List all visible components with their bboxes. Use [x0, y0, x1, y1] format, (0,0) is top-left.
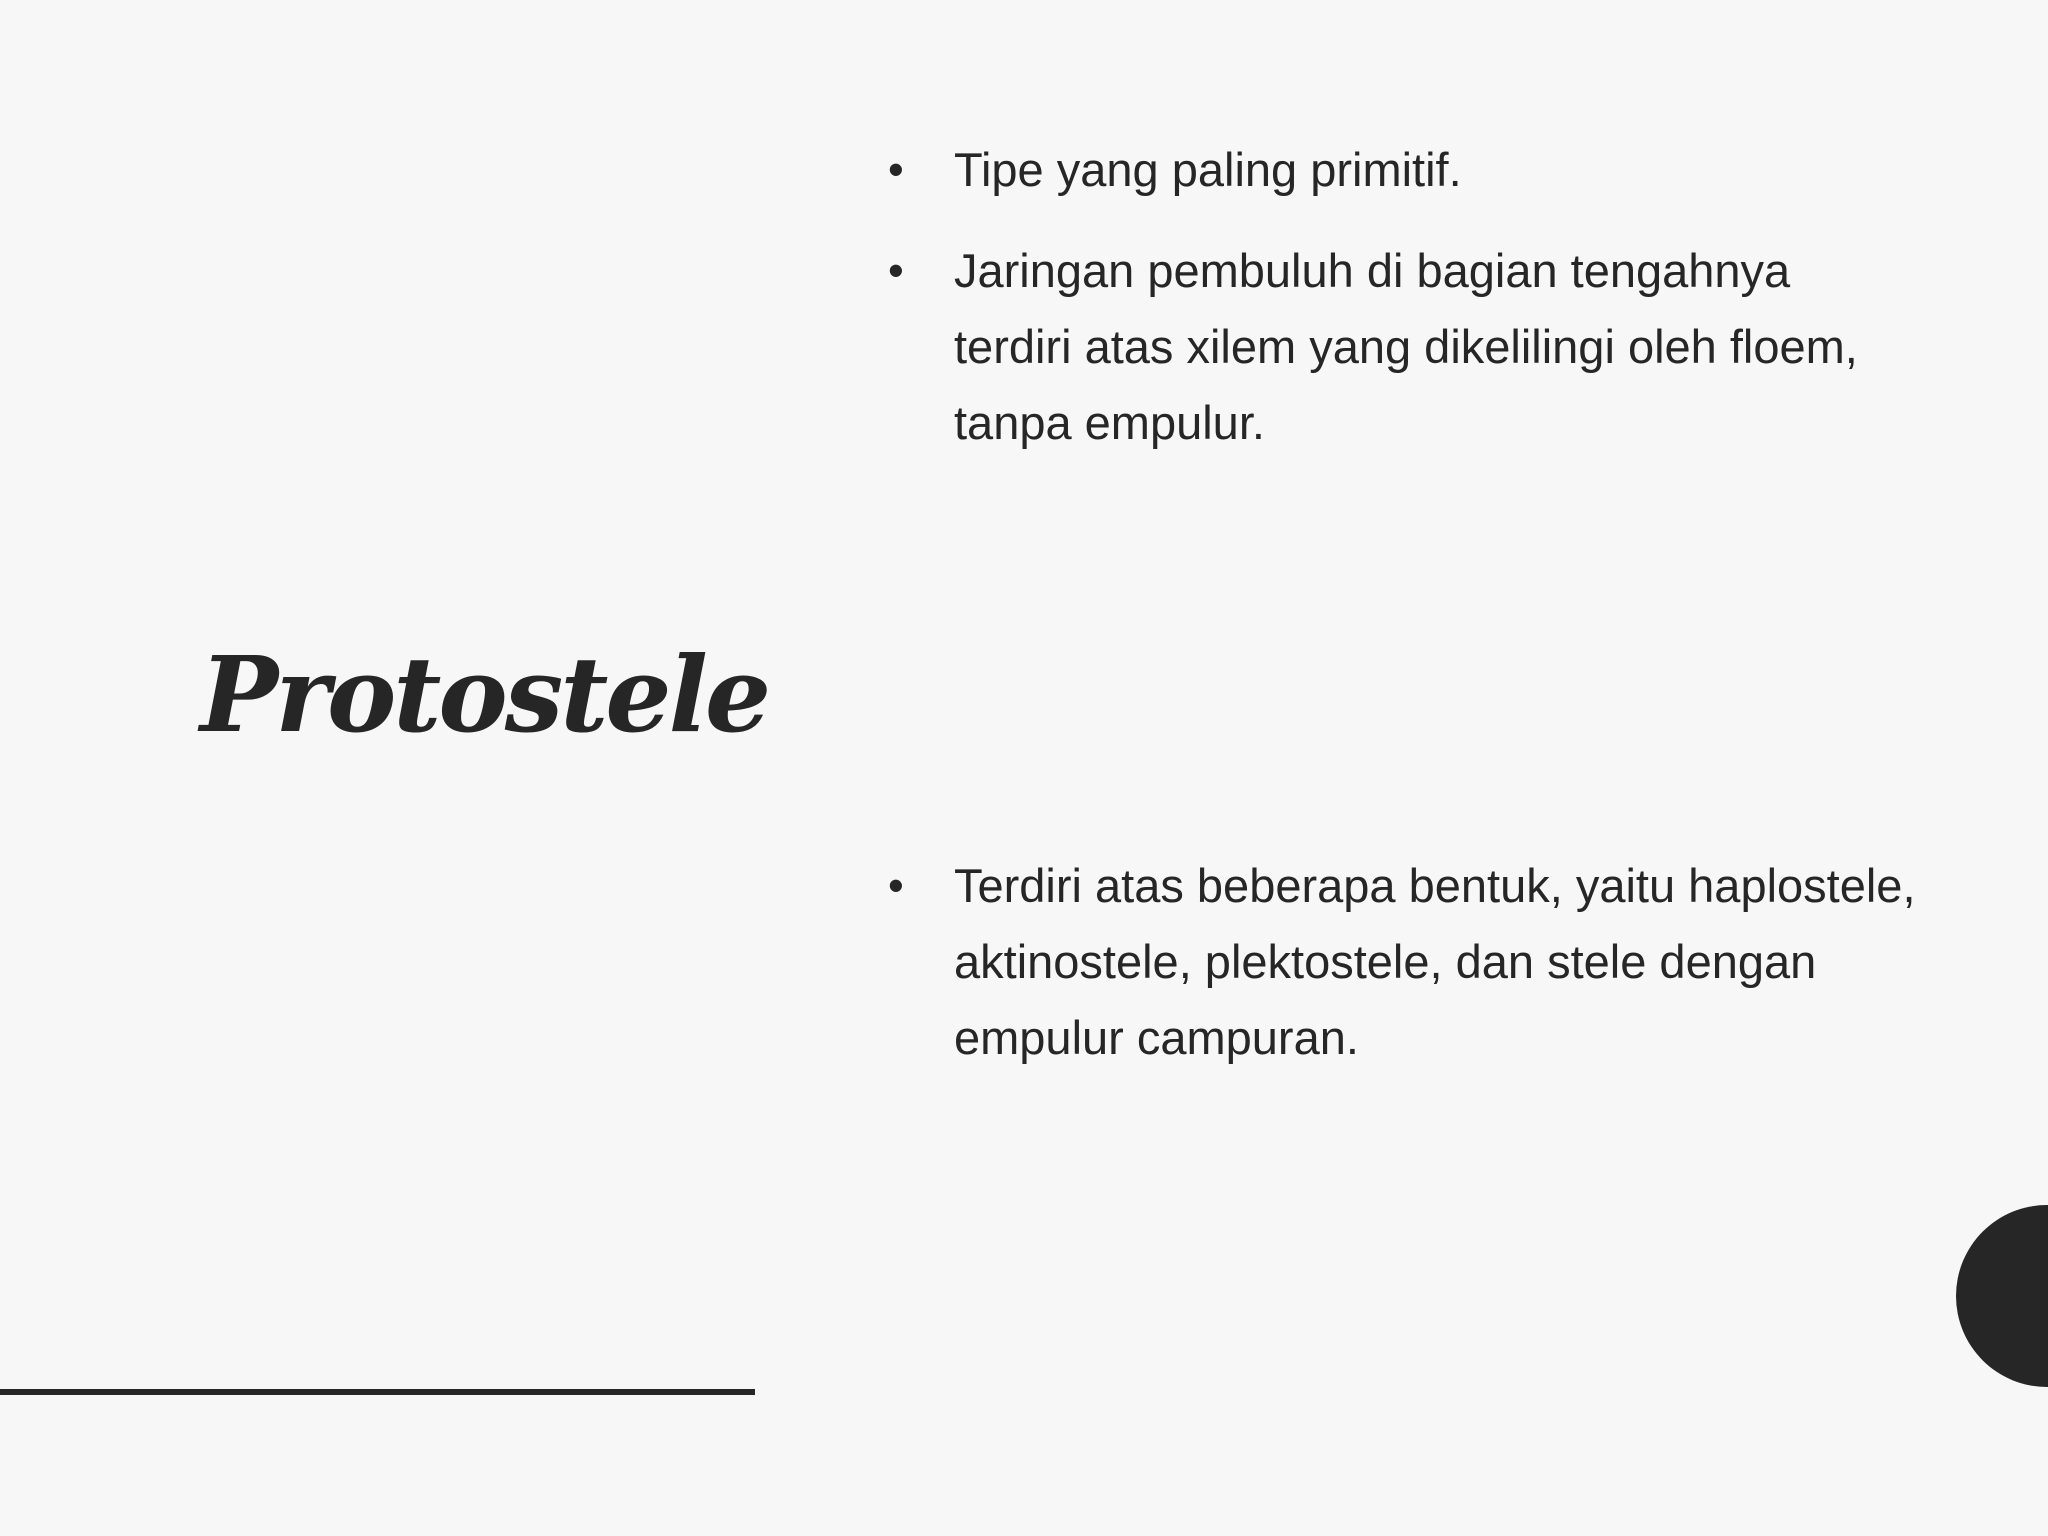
bullet-text-primitive-type: Tipe yang paling primitif.	[954, 143, 1462, 196]
top-bullet-list	[888, 132, 1918, 461]
bullet-point-icon: •	[888, 144, 904, 195]
bullet-point-icon: •	[888, 245, 904, 296]
bullet-item-vascular-tissue	[888, 233, 1918, 461]
decorative-circle	[1956, 1205, 2048, 1387]
bullet-text-forms: Terdiri atas beberapa bentuk, yaitu haplostele, aktinostele, plektostele, dan stele dengan empulur campuran.	[954, 859, 1916, 1064]
decorative-horizontal-line	[0, 1389, 755, 1395]
bullet-point-icon: •	[888, 860, 904, 911]
bullet-item-primitive-type	[888, 132, 1918, 208]
slide-title: Protostele	[200, 632, 769, 756]
bullet-item-forms	[888, 848, 1918, 1076]
bottom-bullet-list	[888, 848, 1918, 1076]
bullet-text-vascular-tissue: Jaringan pembuluh di bagian tengahnya terdiri atas xilem yang dikelilingi oleh floem, tanpa empulur.	[954, 244, 1858, 449]
